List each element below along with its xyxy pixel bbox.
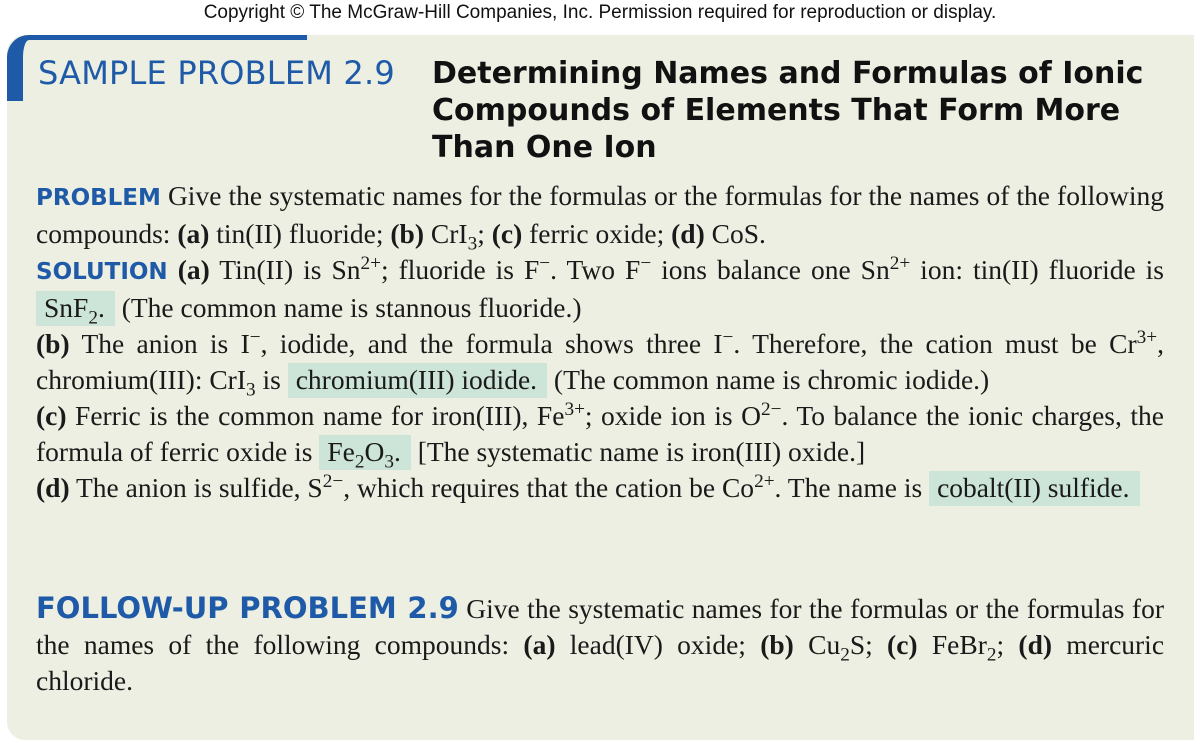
solution-text: . The name is — [774, 472, 930, 503]
part-d-label: (d) — [671, 218, 705, 249]
solution-d-label: (d) — [36, 472, 70, 503]
part-c-text: ferric oxide; — [522, 218, 672, 249]
part-b-end: ; — [477, 218, 492, 249]
follow-up-label: FOLLOW-UP PROBLEM 2.9 — [36, 591, 459, 625]
sample-problem-label: SAMPLE PROBLEM 2.9 — [38, 54, 395, 92]
subscript: 2 — [840, 644, 850, 666]
solution-text: [The systematic name is iron(III) oxide.] — [410, 436, 866, 467]
superscript: 2− — [322, 470, 344, 492]
solution-c-label: (c) — [36, 400, 67, 431]
answer-highlight — [36, 291, 115, 329]
answer-highlight — [319, 435, 411, 473]
follow-up-c-label: (c) — [887, 629, 918, 660]
superscript: 3+ — [564, 398, 585, 420]
solution-text: Ferric is the common name for iron(III), Fe — [66, 400, 565, 431]
title-line: Than One Ion — [432, 130, 657, 165]
follow-up-c-end: ; — [996, 629, 1019, 660]
problem-body — [36, 178, 1164, 506]
solution-text: (The common name is chromic iodide.) — [547, 364, 990, 395]
solution-c-paragraph — [36, 398, 1164, 473]
solution-text: The anion is sulfide, S — [69, 472, 323, 503]
solution-text: ; oxide ion is O — [584, 400, 761, 431]
answer-end: . — [97, 292, 105, 323]
solution-text: (The common name is stannous fluoride.) — [114, 292, 582, 323]
title-line: Determining Names and Formulas of Ionic — [432, 56, 1144, 91]
copyright-notice: Copyright © The McGraw-Hill Companies, Inc. Permission required for reproduction or display. — [203, 2, 997, 23]
solution-text: . To balance the ionic charges, the formula of ferric oxide is — [36, 400, 1164, 467]
solution-b-paragraph — [36, 326, 1164, 401]
solution-keyword: SOLUTION — [36, 259, 168, 285]
problem-text: Give the systematic names for the formulas or the formulas for the names of the following compounds: — [36, 180, 1164, 249]
follow-up-a-label: (a) — [523, 629, 556, 660]
follow-up-problem — [36, 590, 1164, 699]
follow-up-b-end: S; — [849, 629, 888, 660]
subscript: 2 — [986, 644, 997, 666]
solution-text: is — [255, 364, 288, 395]
follow-up-c-text: FeBr — [917, 629, 987, 660]
subscript: 3 — [384, 451, 394, 473]
subscript: 2 — [354, 451, 365, 473]
superscript: 2+ — [889, 252, 911, 274]
superscript: 2− — [761, 398, 782, 420]
subscript: 2 — [88, 307, 98, 329]
solution-a-label: (a) — [177, 254, 210, 285]
part-c-label: (c) — [491, 218, 523, 249]
solution-text: , chromium(III): CrI — [36, 328, 1164, 395]
answer-text: Fe — [327, 436, 355, 467]
answer-highlight: chromium(III) iodide. — [288, 363, 547, 398]
solution-text: , iodide, and the formula shows three I — [260, 328, 723, 359]
superscript: 2+ — [754, 470, 775, 492]
problem-paragraph — [36, 178, 1164, 255]
subscript: 3 — [467, 233, 478, 255]
superscript: 2+ — [360, 252, 381, 274]
solution-text: ; fluoride is F — [380, 254, 540, 285]
part-b-text: CrI — [424, 218, 468, 249]
solution-b-label: (b) — [36, 328, 70, 359]
superscript: − — [539, 252, 551, 274]
part-b-label: (b) — [390, 218, 425, 249]
answer-text: O — [364, 436, 385, 467]
follow-up-d-text: mercuric chloride. — [36, 629, 1165, 696]
solution-d-paragraph — [36, 470, 1164, 506]
part-a-text: tin(II) fluoride; — [209, 218, 391, 249]
solution-text: ions balance one Sn — [651, 254, 890, 285]
solution-text: The anion is I — [69, 328, 250, 359]
follow-up-a-text: lead(IV) oxide; — [555, 629, 761, 660]
follow-up-b-label: (b) — [760, 629, 794, 660]
problem-keyword: PROBLEM — [36, 185, 161, 211]
answer-text: SnF — [44, 292, 89, 323]
subscript: 3 — [246, 379, 256, 401]
title-line: Compounds of Elements That Form More — [432, 93, 1121, 128]
part-d-text: CoS. — [704, 218, 766, 249]
sample-problem-title — [432, 55, 1172, 166]
solution-text: . Therefore, the cation must be Cr — [733, 328, 1137, 359]
solution-text: . Two F — [550, 254, 641, 285]
follow-up-d-label: (d) — [1018, 629, 1053, 660]
solution-text: , which requires that the cation be Co — [343, 472, 755, 503]
superscript: − — [249, 326, 261, 348]
answer-end: . — [393, 436, 401, 467]
part-a-label: (a) — [177, 218, 210, 249]
superscript: − — [722, 326, 734, 348]
superscript: 3+ — [1136, 326, 1158, 348]
solution-text: ion: tin(II) fluoride is — [910, 254, 1164, 285]
follow-up-text: Give the systematic names for the formulas or the formulas for the names of the following compounds: — [36, 593, 1164, 660]
solution-a-paragraph — [36, 252, 1164, 329]
follow-up-b-text: Cu — [793, 629, 841, 660]
solution-text: Tin(II) is Sn — [209, 254, 361, 285]
answer-highlight: cobalt(II) sulfide. — [929, 471, 1139, 506]
superscript: − — [640, 252, 652, 274]
